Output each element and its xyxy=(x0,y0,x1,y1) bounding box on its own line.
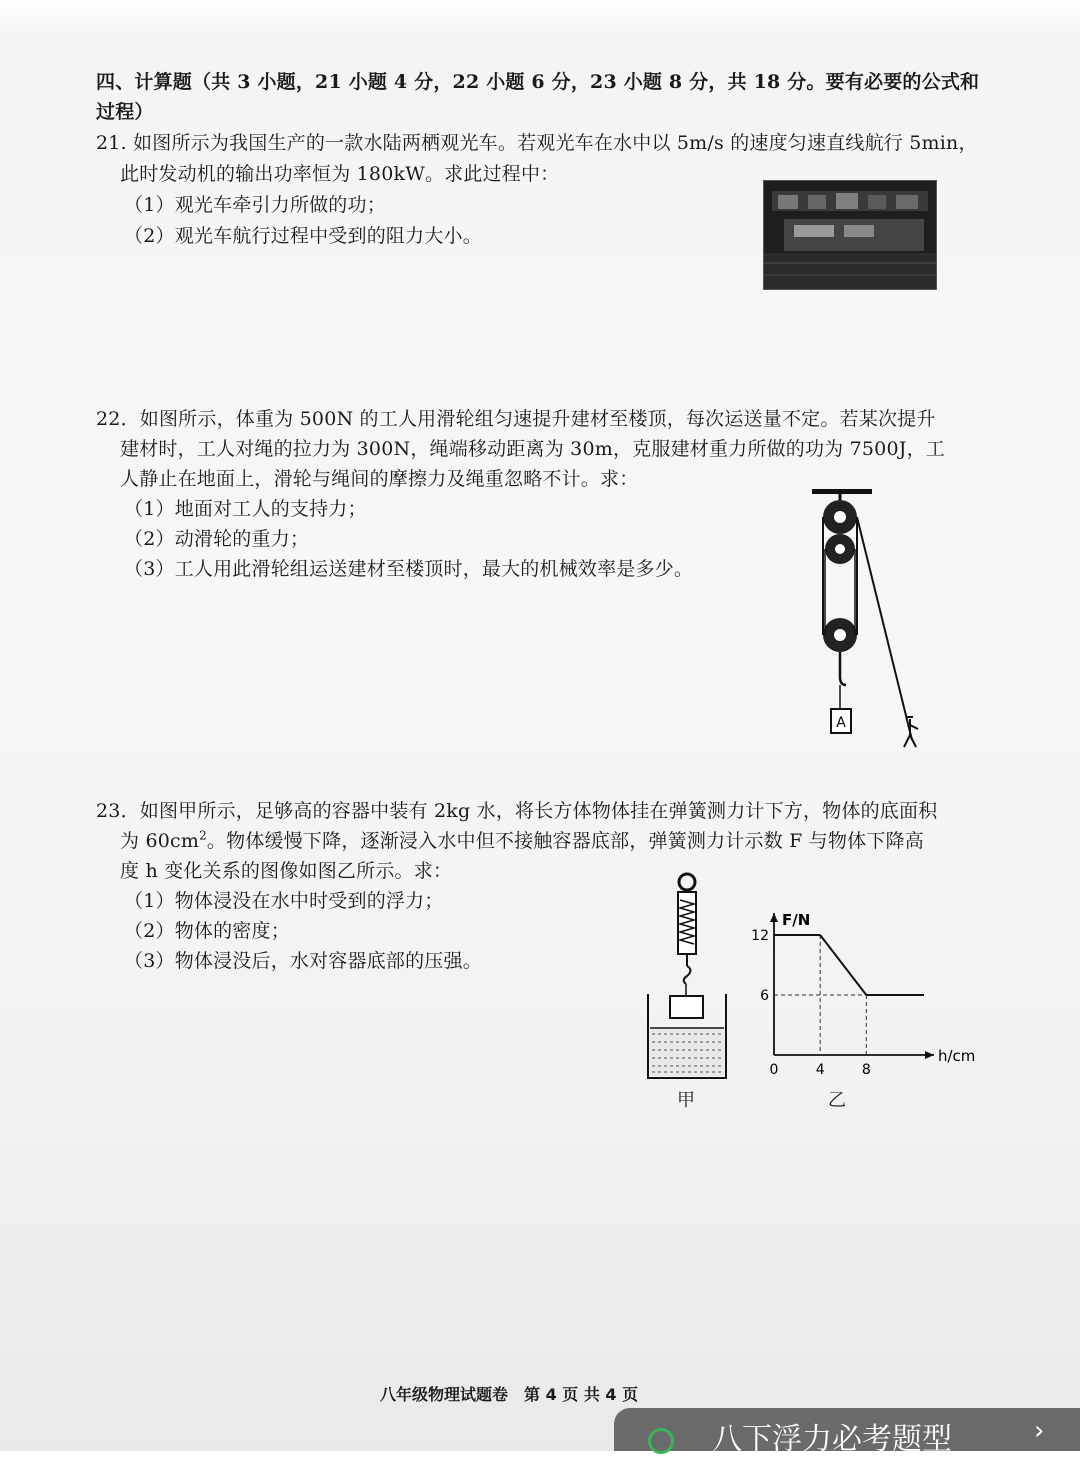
y-tick-label: 6 xyxy=(760,988,769,1004)
chevron-right-icon[interactable]: › xyxy=(1034,1416,1045,1446)
series-segment-1 xyxy=(820,935,866,995)
q23-sub2: （2）物体的密度； xyxy=(124,920,290,942)
free-rope xyxy=(857,517,912,740)
x-tick-label: 4 xyxy=(815,1062,825,1078)
figure-yi-label: 乙 xyxy=(828,1090,846,1111)
section-heading-cont: 过程） xyxy=(96,101,154,123)
q22-sub2: （2）动滑轮的重力； xyxy=(124,528,310,550)
y-axis-label: F/N xyxy=(782,911,811,929)
figure-jia-label: 甲 xyxy=(677,1090,695,1111)
banner-text[interactable]: 八下浮力必考题型 xyxy=(712,1422,952,1457)
q22-stem: 22．如图所示，体重为 500N 的工人用滑轮组匀速提升建材至楼顶，每次运送量不定。若某次提升 xyxy=(96,408,936,430)
y-axis-arrow xyxy=(770,913,778,922)
q23-sub1: （1）物体浸没在水中时受到的浮力； xyxy=(124,890,444,912)
q22-sub1: （1）地面对工人的支持力； xyxy=(124,498,367,520)
q23-stem-cont2: 度 h 变化关系的图像如图乙所示。求： xyxy=(120,860,453,882)
top-band xyxy=(0,0,1080,40)
x-axis-label: h/cm xyxy=(938,1047,976,1065)
q21-sub1: （1）观光车牵引力所做的功； xyxy=(124,194,386,216)
amphibious-vehicle-photo xyxy=(763,180,937,290)
hook xyxy=(840,652,846,685)
section-heading: 四、计算题（共 3 小题，21 小题 4 分，22 小题 6 分，23 小题 8 分，共 18 分。要有必要的公式和 xyxy=(96,71,980,93)
q21-stem-cont: 此时发动机的输出功率恒为 180kW。求此过程中： xyxy=(120,163,560,185)
worker-figure xyxy=(904,717,918,747)
block-A-label: A xyxy=(836,715,846,731)
q22-stem-cont2: 人静止在地面上，滑轮与绳间的摩擦力及绳重忽略不计。求： xyxy=(120,468,639,490)
search-circle-icon xyxy=(648,1428,674,1454)
q22-stem-cont1: 建材时，工人对绳的拉力为 300N，绳端移动距离为 30m，克服建材重力所做的功为 7500J，工 xyxy=(120,438,945,460)
q23-stem: 23．如图甲所示，足够高的容器中装有 2kg 水，将长方体物体挂在弹簧测力计下方，物体的底面积 xyxy=(96,800,938,822)
force-height-chart xyxy=(744,905,976,1080)
pulley-system-diagram xyxy=(800,485,930,755)
q21-sub2: （2）观光车航行过程中受到的阻力大小。 xyxy=(124,225,482,247)
q23-stem-cont1: 为 $60cm^2$。物体缓慢下降，逐渐浸入水中但不接触容器底部，弹簧测力计示数 F 与物体下降高 xyxy=(120,828,924,852)
object-block xyxy=(670,996,703,1018)
q21-stem: 21. 如图所示为我国生产的一款水陆两栖观光车。若观光车在水中以 5m/s 的速度匀速直线航行 5min， xyxy=(96,132,978,154)
x-axis-arrow xyxy=(925,1051,934,1059)
x-tick-label: 8 xyxy=(861,1062,871,1078)
scale-ring xyxy=(679,874,695,890)
y-tick-label: 12 xyxy=(751,928,769,944)
x-tick-label: 0 xyxy=(769,1062,779,1078)
spring-scale-diagram xyxy=(640,870,740,1082)
q22-sub3: （3）工人用此滑轮组运送建材至楼顶时，最大的机械效率是多少。 xyxy=(124,558,694,580)
ceiling-beam xyxy=(812,489,872,494)
page-footer: 八年级物理试题卷 第 4 页 共 4 页 xyxy=(380,1385,639,1404)
q23-sub3: （3）物体浸没后，水对容器底部的压强。 xyxy=(124,950,482,972)
